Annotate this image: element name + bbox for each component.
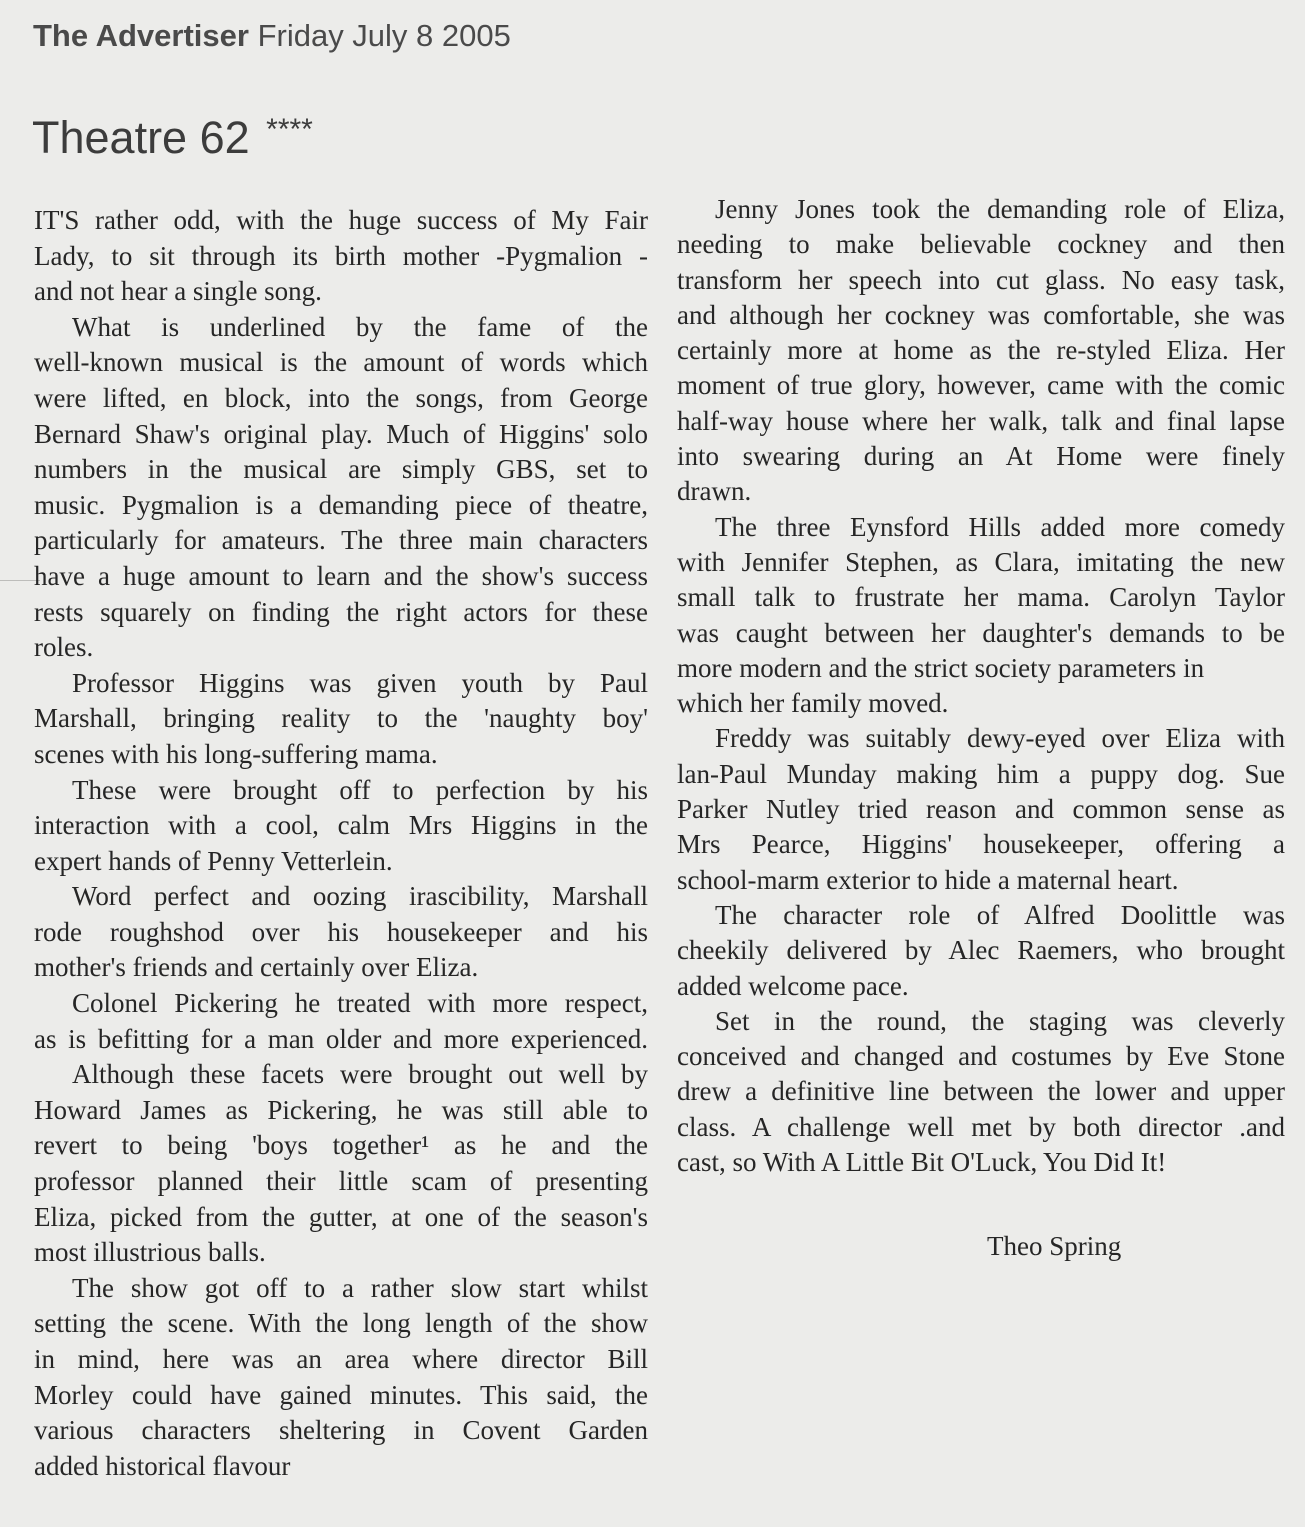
article-line: These were brought off to perfection by his: [72, 774, 648, 805]
masthead: [33, 18, 511, 54]
article-line: conceived and changed and costumes by Eve Stone: [677, 1041, 1285, 1072]
article-line: which her family moved.: [677, 688, 949, 719]
article-line: Lady, to sit through its birth mother -Pygmalion -: [34, 240, 648, 271]
article-line: school-marm exterior to hide a maternal heart.: [677, 864, 1179, 895]
article-line: Colonel Pickering he treated with more respect,: [72, 988, 648, 1019]
star-rating: ****: [266, 113, 313, 146]
article-line: Parker Nutley tried reason and common sense as: [677, 794, 1285, 825]
article-line: added historical flavour: [34, 1450, 291, 1481]
article-line: cheekily delivered by Alec Raemers, who brought: [677, 935, 1285, 966]
article-line: certainly more at home as the re-styled Eliza. Her: [677, 335, 1285, 366]
article-line: The character role of Alfred Doolittle was: [715, 899, 1285, 930]
article-line: with Jennifer Stephen, as Clara, imitating the new: [677, 546, 1285, 577]
article-line: Morley could have gained minutes. This said, the: [34, 1379, 648, 1410]
article-line: into swearing during an At Home were finely: [677, 441, 1285, 472]
article-line: The show got off to a rather slow start whilst: [72, 1272, 648, 1303]
article-line: expert hands of Penny Vetterlein.: [34, 845, 393, 876]
article-column-left: [34, 203, 648, 1484]
article-line: class. A challenge well met by both director .and: [677, 1111, 1285, 1142]
article-line: mother's friends and certainly over Eliza.: [34, 952, 479, 983]
article-line: Eliza, picked from the gutter, at one of the season's: [34, 1201, 648, 1232]
article-line: scenes with his long-suffering mama.: [34, 738, 438, 769]
article-line: Marshall, bringing reality to the 'naughty boy': [34, 703, 648, 734]
article-line: as is befitting for a man older and more experienced.: [34, 1023, 648, 1054]
article-line: music. Pygmalion is a demanding piece of theatre,: [34, 489, 648, 520]
article-line: drew a definitive line between the lower and upper: [677, 1076, 1285, 1107]
article-line: well-known musical is the amount of words which: [34, 347, 648, 378]
article-line: rests squarely on finding the right actors for these: [34, 596, 648, 627]
article-line: various characters sheltering in Covent Garden: [34, 1415, 648, 1446]
article-line: most illustrious balls.: [34, 1237, 266, 1268]
article-line: setting the scene. With the long length of the show: [34, 1308, 648, 1339]
headline-title: Theatre 62: [32, 112, 250, 163]
article-line: professor planned their little scam of presenting: [34, 1166, 648, 1197]
article-line: The three Eynsford Hills added more comedy: [715, 511, 1285, 542]
article-line: more modern and the strict society parameters in: [677, 652, 1205, 683]
article-line: Although these facets were brought out well by: [72, 1059, 648, 1090]
article-line: particularly for amateurs. The three main characters: [34, 525, 648, 556]
article-line: roles.: [34, 632, 94, 663]
article-line: Word perfect and oozing irascibility, Marshall: [72, 881, 648, 912]
article-line: Mrs Pearce, Higgins' housekeeper, offering a: [677, 829, 1285, 860]
article-line: small talk to frustrate her mama. Carolyn Taylor: [677, 582, 1285, 613]
publication-name: The Advertiser: [33, 18, 249, 53]
article-line: interaction with a cool, calm Mrs Higgins in the: [34, 810, 648, 841]
article-line: added welcome pace.: [677, 970, 909, 1001]
article-line: and not hear a single song.: [34, 276, 322, 307]
article-line: What is underlined by the fame of the: [72, 311, 648, 342]
article-line: and although her cockney was comfortable, she was: [677, 299, 1285, 330]
article-line: was caught between her daughter's demands to be: [677, 617, 1285, 648]
article-line: cast, so With A Little Bit O'Luck, You Did It!: [677, 1147, 1167, 1178]
article-line: Howard James as Pickering, he was still able to: [34, 1094, 648, 1125]
article-line: lan-Paul Munday making him a puppy dog. Sue: [677, 758, 1285, 789]
article-line: were lifted, en block, into the songs, from George: [34, 382, 648, 413]
article-line: have a huge amount to learn and the show's success: [34, 560, 648, 591]
byline: Theo Spring: [987, 1231, 1122, 1261]
publication-date: Friday July 8 2005: [257, 18, 511, 53]
article-line: drawn.: [677, 476, 752, 507]
article-line: Professor Higgins was given youth by Paul: [72, 667, 648, 698]
article-line: Bernard Shaw's original play. Much of Higgins' solo: [34, 418, 648, 449]
article-line: moment of true glory, however, came with the comic: [677, 370, 1285, 401]
article-line: IT'S rather odd, with the huge success of My Fair: [34, 205, 648, 235]
article-line: in mind, here was an area where director Bill: [34, 1344, 648, 1374]
article-line: rode roughshod over his housekeeper and his: [34, 916, 648, 947]
article-line: numbers in the musical are simply GBS, set to: [34, 454, 648, 485]
article-line: Freddy was suitably dewy-eyed over Eliza with: [715, 723, 1285, 754]
article-line: Jenny Jones took the demanding role of Eliza,: [715, 194, 1285, 224]
article-line: needing to make believable cockney and then: [677, 229, 1285, 260]
headline: [32, 112, 313, 164]
article-line: half-way house where her walk, talk and final lapse: [677, 405, 1285, 436]
article-line: revert to being 'boys together¹ as he and the: [34, 1130, 648, 1161]
article-line: Set in the round, the staging was cleverly: [715, 1005, 1285, 1036]
article-line: transform her speech into cut glass. No easy task,: [677, 264, 1285, 295]
article-column-right: [677, 192, 1285, 1180]
